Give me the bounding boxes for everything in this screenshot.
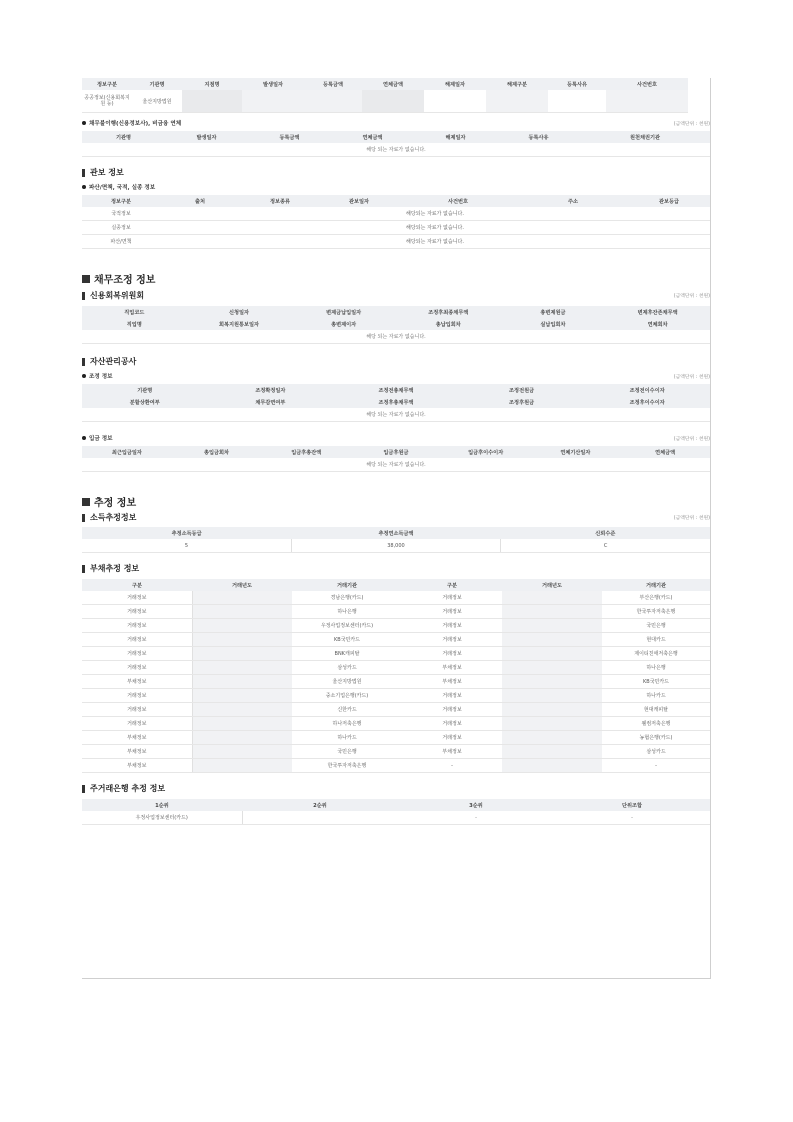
liability-cell: BNK캐피탈 bbox=[292, 647, 402, 661]
liability-cell: 농협은행(카드) bbox=[602, 731, 710, 745]
debt-adjust-title: 채무조정 정보 bbox=[82, 271, 710, 286]
bullet-dot-icon bbox=[82, 121, 86, 125]
liability-cell: 부채정보 bbox=[82, 745, 192, 759]
liability-cell: 하나은행 bbox=[292, 605, 402, 619]
col-header: 정보종류 bbox=[240, 195, 320, 207]
kwanbo-table bbox=[82, 195, 710, 249]
liability-title: 부채추정 정보 bbox=[82, 563, 710, 574]
liability-cell: 중소기업은행(카드) bbox=[292, 689, 402, 703]
main-bank-title: 주거래은행 추정 정보 bbox=[82, 783, 710, 794]
liability-cell: 거래정보 bbox=[402, 633, 502, 647]
bullet-dot-icon bbox=[82, 436, 86, 440]
table-row bbox=[82, 330, 710, 344]
table-row bbox=[82, 811, 710, 825]
liability-cell: 경남은행(카드) bbox=[292, 591, 402, 605]
liability-cell: 울산지방법원 bbox=[292, 675, 402, 689]
table-row bbox=[82, 689, 710, 703]
liability-cell: 거래정보 bbox=[82, 633, 192, 647]
liability-cell: 현대카드 bbox=[602, 633, 710, 647]
liability-cell: 부채정보 bbox=[402, 675, 502, 689]
section-bullet: 조정 정보 bbox=[82, 372, 113, 380]
col-header: 사건번호 bbox=[606, 78, 688, 90]
col-header: 정보구분 bbox=[82, 195, 160, 207]
col-header: 기관명 bbox=[132, 78, 182, 90]
section-square-icon bbox=[82, 498, 90, 506]
cell-masked bbox=[502, 619, 602, 633]
col-header: 발생일자 bbox=[242, 78, 304, 90]
table-header-row: 직업코드 신청일자 변제금납입일자 조정후최종채무액 총변제원금 변제후잔존채무액 bbox=[82, 306, 710, 318]
liability-cell: 거래정보 bbox=[402, 591, 502, 605]
table-header-row bbox=[82, 195, 710, 207]
cell-org: 울산지방법원 bbox=[132, 90, 182, 113]
confidence-level: C bbox=[501, 539, 710, 553]
section-bar-icon bbox=[82, 565, 85, 573]
liability-table bbox=[82, 579, 710, 773]
bank-rank-3: - bbox=[398, 811, 554, 825]
liability-cell: 제이티친애저축은행 bbox=[602, 647, 710, 661]
col-header: 발생일자 bbox=[165, 131, 248, 143]
cell-type: 공공정보(신용회복지원 등) bbox=[82, 90, 132, 113]
main-bank-table bbox=[82, 799, 710, 825]
kamco-deposit-table bbox=[82, 446, 710, 472]
unit-note: (금액단위 : 천원) bbox=[673, 436, 710, 442]
unit-note: (금액단위 : 천원) bbox=[673, 294, 710, 299]
table-row bbox=[82, 703, 710, 717]
cell-masked bbox=[192, 759, 292, 773]
section-bullet: 파산/면책, 국적, 실종 정보 bbox=[82, 183, 710, 191]
liability-body bbox=[82, 591, 710, 773]
table-header-row: 추정소득등급 추정연소득금액 신뢰수준 bbox=[82, 527, 710, 539]
section-bar-icon bbox=[82, 785, 85, 793]
cell-masked bbox=[502, 745, 602, 759]
liability-cell: 부채정보 bbox=[82, 731, 192, 745]
col-header: 주소 bbox=[518, 195, 628, 207]
table-row bbox=[82, 143, 710, 157]
liability-cell: - bbox=[602, 759, 710, 773]
cell-masked bbox=[502, 759, 602, 773]
liability-cell: 삼성카드 bbox=[602, 745, 710, 759]
cell-masked bbox=[304, 90, 362, 113]
cell-masked bbox=[192, 619, 292, 633]
liability-cell: 부채정보 bbox=[82, 675, 192, 689]
table-row: 국적정보 해당되는 자료가 없습니다. bbox=[82, 207, 710, 221]
liability-cell: 우정사업정보센터(카드) bbox=[292, 619, 402, 633]
table-header-row: 구분 거래년도 거래기관 구분 거래년도 거래기관 bbox=[82, 579, 710, 591]
cell-masked bbox=[606, 90, 688, 113]
cell-masked bbox=[424, 90, 486, 113]
col-header: 관보일자 bbox=[320, 195, 398, 207]
liability-cell: 현대캐피탈 bbox=[602, 703, 710, 717]
table-row bbox=[82, 90, 688, 113]
liability-cell: 거래정보 bbox=[82, 647, 192, 661]
table-header-row: 1순위 2순위 3순위 단위조합 bbox=[82, 799, 710, 811]
col-header: 기관명 bbox=[82, 131, 165, 143]
liability-cell: 거래정보 bbox=[402, 647, 502, 661]
col-header: 해제일자 bbox=[424, 78, 486, 90]
cell-masked bbox=[192, 591, 292, 605]
cell-masked bbox=[192, 605, 292, 619]
col-header: 관보등급 bbox=[628, 195, 710, 207]
estimate-title: 추정 정보 bbox=[82, 494, 710, 509]
kamco-title: 자산관리공사 bbox=[82, 356, 710, 367]
liability-cell: 부채정보 bbox=[82, 759, 192, 773]
bullet-dot-icon bbox=[82, 374, 86, 378]
liability-cell: 웰컴저축은행 bbox=[602, 717, 710, 731]
liability-cell: 거래정보 bbox=[82, 605, 192, 619]
liability-cell: 거래정보 bbox=[402, 689, 502, 703]
liability-cell: 하나저축은행 bbox=[292, 717, 402, 731]
report-page bbox=[82, 78, 711, 979]
table-row bbox=[82, 717, 710, 731]
cell-masked bbox=[502, 717, 602, 731]
col-header: 원천채권기관 bbox=[580, 131, 710, 143]
credit-recovery-title: 신용회복위원회 bbox=[82, 290, 144, 301]
liability-cell: 거래정보 bbox=[82, 591, 192, 605]
table-header-row bbox=[82, 131, 710, 143]
col-header: 연체금액 bbox=[331, 131, 414, 143]
cell-masked bbox=[362, 90, 424, 113]
section-bar-icon bbox=[82, 358, 85, 366]
liability-cell: - bbox=[402, 759, 502, 773]
liability-cell: 거래정보 bbox=[82, 661, 192, 675]
liability-cell: 거래정보 bbox=[82, 703, 192, 717]
section-bar-icon bbox=[82, 292, 85, 300]
section-bar-icon bbox=[82, 169, 85, 177]
empty-message: 해당 되는 자료가 없습니다. bbox=[82, 143, 710, 157]
cell-masked bbox=[192, 647, 292, 661]
cell-masked bbox=[502, 731, 602, 745]
table-row: 파산/면책 해당되는 자료가 없습니다. bbox=[82, 235, 710, 249]
cell-masked bbox=[192, 731, 292, 745]
cell-masked bbox=[502, 675, 602, 689]
liability-cell: 거래정보 bbox=[82, 717, 192, 731]
empty-message: 해당 되는 자료가 없습니다. bbox=[82, 330, 710, 344]
liability-cell: 하나카드 bbox=[602, 689, 710, 703]
income-title: 소득추정정보 bbox=[82, 512, 136, 523]
table-row bbox=[82, 647, 710, 661]
liability-cell: 거래정보 bbox=[82, 619, 192, 633]
col-header: 등록사유 bbox=[497, 131, 580, 143]
cell-masked bbox=[182, 90, 242, 113]
col-header: 해제구분 bbox=[486, 78, 548, 90]
bank-rank-2 bbox=[242, 811, 398, 825]
liability-cell: 한국투자저축은행 bbox=[602, 605, 710, 619]
cell-masked bbox=[502, 689, 602, 703]
liability-cell: 국민은행 bbox=[292, 745, 402, 759]
liability-cell: 하나은행 bbox=[602, 661, 710, 675]
liability-cell: 한국투자저축은행 bbox=[292, 759, 402, 773]
liability-cell: 삼성카드 bbox=[292, 661, 402, 675]
table-row bbox=[82, 605, 710, 619]
cell-masked bbox=[192, 661, 292, 675]
credit-recovery-table bbox=[82, 306, 710, 344]
cell-masked bbox=[192, 703, 292, 717]
liability-cell: 거래정보 bbox=[402, 619, 502, 633]
table-row bbox=[82, 633, 710, 647]
cell-masked bbox=[192, 745, 292, 759]
liability-cell: 하나카드 bbox=[292, 731, 402, 745]
income-grade: 5 bbox=[82, 539, 291, 553]
col-header: 사건번호 bbox=[398, 195, 518, 207]
liability-cell: 부채정보 bbox=[402, 661, 502, 675]
income-table bbox=[82, 527, 710, 553]
cell-masked bbox=[242, 90, 304, 113]
bullet-dot-icon bbox=[82, 185, 86, 189]
unit-note: (금액단위 : 천원) bbox=[673, 374, 710, 380]
cell-masked bbox=[502, 703, 602, 717]
cell-masked bbox=[502, 633, 602, 647]
empty-message: 해당 되는 자료가 없습니다. bbox=[82, 408, 710, 422]
table-row: 실종정보 해당되는 자료가 없습니다. bbox=[82, 221, 710, 235]
empty-message: 해당 되는 자료가 없습니다. bbox=[82, 458, 710, 472]
col-header: 등록사유 bbox=[548, 78, 606, 90]
section-bullet: 입금 정보 bbox=[82, 434, 113, 442]
cell-masked bbox=[502, 605, 602, 619]
cell-masked bbox=[192, 689, 292, 703]
liability-cell: 신한카드 bbox=[292, 703, 402, 717]
table-header-row bbox=[82, 78, 688, 90]
liability-cell: 거래정보 bbox=[82, 689, 192, 703]
liability-cell: 거래정보 bbox=[402, 703, 502, 717]
unit-note: (금액단위 : 천원) bbox=[673, 121, 710, 127]
cell-masked bbox=[486, 90, 548, 113]
kwanbo-title: 관보 정보 bbox=[82, 167, 710, 178]
table-header-row: 직업명 회복지원통보일자 총변제이자 총납입회차 실납입회차 연체회차 bbox=[82, 318, 710, 330]
table-header-row: 기관명 조정확정일자 조정전총채무액 조정전원금 조정전이수이자 bbox=[82, 384, 710, 396]
cell-masked bbox=[502, 647, 602, 661]
cell-masked bbox=[192, 717, 292, 731]
section-square-icon bbox=[82, 275, 90, 283]
liability-cell: KB국민카드 bbox=[292, 633, 402, 647]
table-header-row: 분할상환여부 채무감면여부 조정후총채무액 조정후원금 조정후이수이자 bbox=[82, 396, 710, 408]
public-info-table bbox=[82, 78, 688, 113]
kamco-adjust-table bbox=[82, 384, 710, 422]
cell-masked bbox=[548, 90, 606, 113]
table-row bbox=[82, 408, 710, 422]
cell-masked bbox=[192, 633, 292, 647]
liability-cell: 부산은행(카드) bbox=[602, 591, 710, 605]
table-row bbox=[82, 745, 710, 759]
col-header: 정보구분 bbox=[82, 78, 132, 90]
default-table bbox=[82, 131, 710, 157]
cell-masked bbox=[502, 591, 602, 605]
cell-masked bbox=[192, 675, 292, 689]
table-row bbox=[82, 458, 710, 472]
table-row bbox=[82, 675, 710, 689]
liability-cell: 부채정보 bbox=[402, 745, 502, 759]
liability-cell: 거래정보 bbox=[402, 731, 502, 745]
liability-cell: KB국민카드 bbox=[602, 675, 710, 689]
section-bullet: 채무불이행(신용정보사), 비금융 연체 bbox=[82, 119, 181, 127]
col-header: 등록금액 bbox=[304, 78, 362, 90]
liability-cell: 국민은행 bbox=[602, 619, 710, 633]
bank-rank-1: 우정사업정보센터(카드) bbox=[82, 811, 242, 825]
table-row bbox=[82, 661, 710, 675]
unit-note: (금액단위 : 천원) bbox=[673, 516, 710, 521]
col-header: 출처 bbox=[160, 195, 240, 207]
table-row bbox=[82, 731, 710, 745]
col-header: 지점명 bbox=[182, 78, 242, 90]
col-header: 등록금액 bbox=[248, 131, 331, 143]
table-header-row: 최근입금일자 총입금회차 입금후총잔액 입금후원금 입금후이수이자 연체기산일자 연체금액 bbox=[82, 446, 710, 458]
income-amount: 38,000 bbox=[291, 539, 500, 553]
table-row bbox=[82, 619, 710, 633]
cell-masked bbox=[502, 661, 602, 675]
bank-union: - bbox=[554, 811, 710, 825]
liability-cell: 거래정보 bbox=[402, 605, 502, 619]
col-header: 해제일자 bbox=[414, 131, 497, 143]
table-row bbox=[82, 591, 710, 605]
liability-cell: 거래정보 bbox=[402, 717, 502, 731]
section-bar-icon bbox=[82, 514, 85, 522]
table-row bbox=[82, 539, 710, 553]
table-row bbox=[82, 759, 710, 773]
col-header: 연체금액 bbox=[362, 78, 424, 90]
